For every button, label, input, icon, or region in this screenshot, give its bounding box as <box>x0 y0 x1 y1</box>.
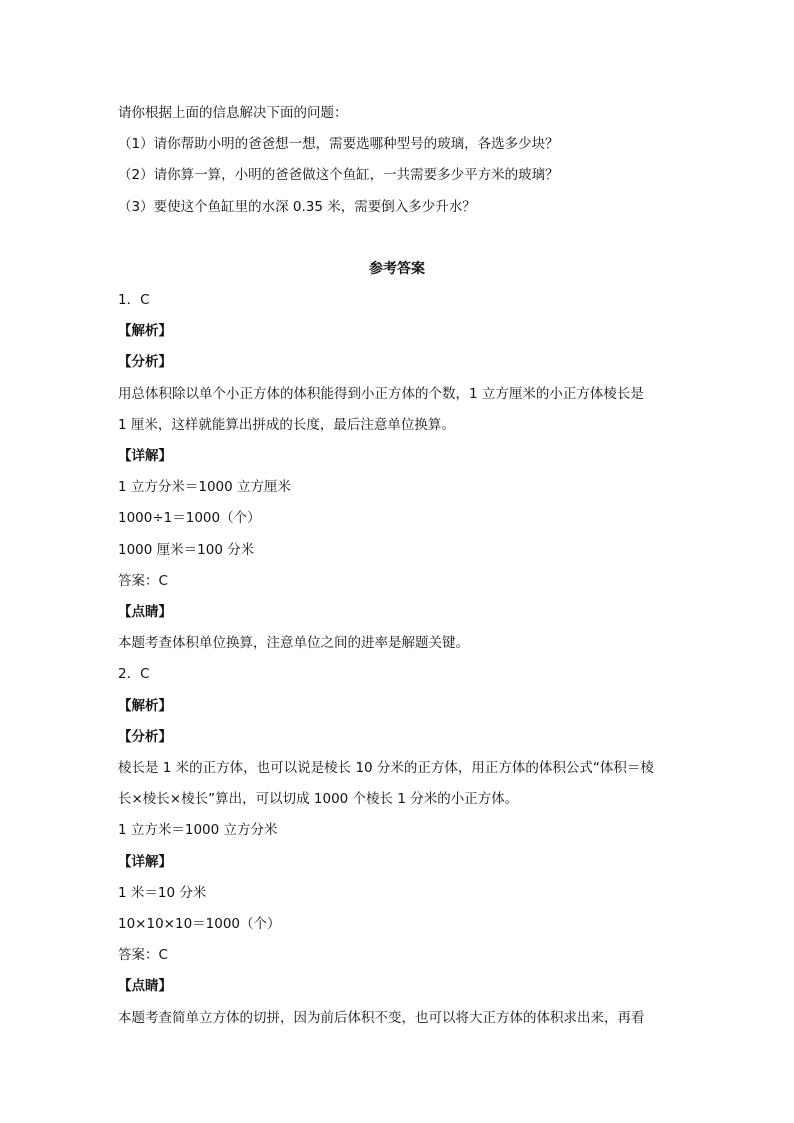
answer-2-dianjing-heading: 【点睛】 <box>118 978 172 994</box>
answer-2-xiangjie-heading: 【详解】 <box>118 854 172 870</box>
answer-1-fenxi-heading: 【分析】 <box>118 354 172 370</box>
answer-1-fenxi-line2: 1 厘米，这样就能算出拼成的长度，最后注意单位换算。 <box>118 417 455 433</box>
answer-2-fenxi-line1: 棱长是 1 米的正方体，也可以说是棱长 10 分米的正方体，用正方体的体积公式“体积＝棱 <box>118 760 654 776</box>
answer-1-step3: 1000 厘米＝100 分米 <box>118 542 255 558</box>
answer-1-xiangjie-heading: 【详解】 <box>118 448 172 464</box>
answer-2-jiexi-heading: 【解析】 <box>118 698 172 714</box>
answer-1-step1: 1 立方分米＝1000 立方厘米 <box>118 479 292 495</box>
answer-2-step2: 10×10×10＝1000（个） <box>118 916 281 932</box>
answer-2-fenxi-line2: 长×棱长×棱长”算出，可以切成 1000 个棱长 1 分米的小正方体。 <box>118 791 519 807</box>
questions-intro: 请你根据上面的信息解决下面的问题： <box>118 105 348 121</box>
answer-1-step2: 1000÷1＝1000（个） <box>118 510 261 526</box>
question-2: （2）请你算一算，小明的爸爸做这个鱼缸，一共需要多少平方米的玻璃？ <box>118 167 559 183</box>
answer-2-dianjing-text: 本题考查简单立方体的切拼，因为前后体积不变，也可以将大正方体的体积求出来，再看 <box>118 1010 645 1026</box>
answer-1-number: 1．C <box>118 292 150 308</box>
answer-2-fenxi-line3: 1 立方米＝1000 立方分米 <box>118 822 278 838</box>
answer-2-number: 2．C <box>118 666 150 682</box>
question-3: （3）要使这个鱼缸里的水深 0.35 米，需要倒入多少升水？ <box>118 199 476 215</box>
answers-title: 参考答案 <box>369 261 425 277</box>
answer-2-step1: 1 米＝10 分米 <box>118 885 207 901</box>
answer-1-final: 答案：C <box>118 573 168 589</box>
answer-1-dianjing-heading: 【点睛】 <box>118 604 172 620</box>
answer-1-jiexi-heading: 【解析】 <box>118 323 172 339</box>
question-1: （1）请你帮助小明的爸爸想一想，需要选哪种型号的玻璃，各选多少块？ <box>118 136 559 152</box>
answer-1-dianjing-text: 本题考查体积单位换算，注意单位之间的进率是解题关键。 <box>118 635 469 651</box>
answer-2-final: 答案：C <box>118 947 168 963</box>
answer-1-fenxi-line1: 用总体积除以单个小正方体的体积能得到小正方体的个数，1 立方厘米的小正方体棱长是 <box>118 386 644 402</box>
answer-2-fenxi-heading: 【分析】 <box>118 729 172 745</box>
